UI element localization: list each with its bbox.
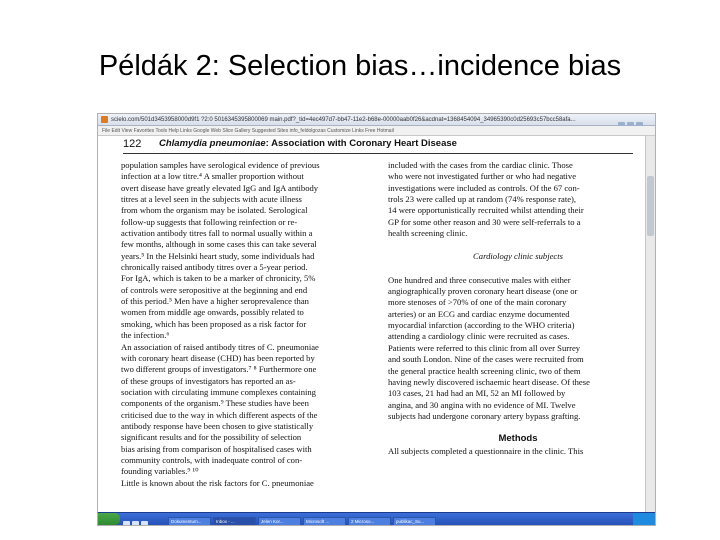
page-number: 122	[123, 138, 142, 150]
text-line: the general practice health screening clinic, two of them	[388, 365, 581, 376]
text-line: infection at a low titre.⁴ A smaller proportion without	[121, 171, 304, 182]
text-line: For IgA, which is taken to be a marker of chronicity, 5%	[121, 273, 316, 284]
text-line: having newly discovered ischaemic heart disease. Of these	[388, 376, 590, 387]
text-line: angina, and 30 angina with no evidence of MI. Twelve	[388, 399, 576, 410]
text-line: two different groups of investigators.⁷ ⁸ Furthermore one	[121, 364, 317, 375]
text-line: population samples have serological evidence of previous	[121, 160, 320, 170]
text-line: arteries) or an ECG and cardiac enzyme documented	[388, 308, 570, 319]
taskbar	[98, 512, 655, 525]
text-line: 14 were opportunistically recruited whilst attending their	[388, 205, 584, 216]
header-rule	[123, 153, 633, 154]
running-head-title: : Association with Coronary Heart Disease	[265, 138, 457, 149]
links-toolbar	[98, 126, 655, 136]
text-line: the infection.⁶	[121, 330, 170, 341]
text-line: follow-up suggests that following reinfection or re-	[121, 216, 298, 227]
taskbar-button[interactable]: publikac_Su...	[393, 517, 436, 526]
text-line: GP for some other reason and 30 were self-referrals to a	[388, 216, 581, 227]
media-icon[interactable]	[141, 521, 148, 526]
text-line: One hundred and three consecutive males with either	[388, 274, 571, 285]
text-line: health screening clinic.	[388, 228, 468, 239]
text-line: who were not investigated further or who had negative	[388, 171, 577, 182]
text-line: trols 23 were called up at random (74% response rate),	[388, 194, 577, 205]
taskbar-button[interactable]: 2 Microso...	[348, 517, 391, 526]
text-line: investigations were included as controls. Of the 67 con-	[388, 182, 580, 193]
right-column-bottom	[388, 275, 648, 422]
address-bar[interactable]	[98, 114, 655, 126]
text-line: bias arising from comparison of hospitalised cases with	[121, 443, 312, 454]
text-line: from whom the organism may be isolated. Serological	[121, 205, 308, 216]
text-line: myocardial infarction (according to the WHO criteria)	[388, 320, 575, 331]
text-line: significant results and for the possibility of selection	[121, 432, 302, 443]
methods-heading: Methods	[498, 433, 538, 445]
text-line: Patients were referred to this clinic from all over Surrey	[388, 342, 581, 353]
slide-title: Példák 2: Selection bias…incidence bias	[98, 50, 622, 82]
text-line: few months, although in some cases this can take several	[121, 239, 317, 250]
text-line: more stenoses of >70% of one of the main coronary	[388, 297, 567, 308]
taskbar-button[interactable]: Dokumentum...	[168, 517, 211, 526]
taskbar-button[interactable]: Inbox - ...	[213, 517, 256, 526]
text-line: All subjects completed a questionnaire in the clinic. This	[388, 446, 584, 457]
taskbar-button[interactable]: Microsoft ...	[303, 517, 346, 526]
text-line: antibody response have been chosen to give statistically	[121, 420, 314, 431]
text-line: attending a cardiology clinic were recruited as cases.	[388, 331, 570, 342]
right-column-top	[388, 160, 648, 239]
vertical-scrollbar[interactable]	[645, 136, 655, 514]
text-line: overt disease have greatly elevated IgG and IgA antibody	[121, 182, 319, 193]
spacer	[388, 239, 648, 251]
ie-icon[interactable]	[123, 521, 130, 526]
text-line: activation antibody titres fall to normal usually within a	[121, 228, 313, 239]
text-line: and south London. Nine of the cases were recruited from	[388, 354, 584, 365]
text-line: chronically raised antibody titres over a 5-year period.	[121, 262, 308, 273]
text-line: An association of raised antibody titres of C. pneumoniae	[121, 341, 319, 352]
window-buttons	[616, 116, 652, 123]
desktop-icon[interactable]	[132, 521, 139, 526]
left-column	[121, 160, 381, 489]
scrollbar-thumb[interactable]	[647, 176, 654, 236]
running-head-species: Chlamydia pneumoniae	[159, 138, 266, 149]
text-line: Little is known about the risk factors for C. pneumoniae	[121, 477, 314, 488]
text-line: criticised due to the way in which different aspects of the	[121, 409, 318, 420]
taskbar-button[interactable]: Jelen Kor...	[258, 517, 301, 526]
text-line: of this period.⁵ Men have a higher seroprevalence than	[121, 296, 309, 307]
pdf-page	[116, 136, 656, 514]
text-line: of controls were seropositive at the beginning and end	[121, 284, 308, 295]
spacer	[388, 263, 648, 275]
running-head	[159, 138, 457, 149]
text-line: community controls, with inadequate control of con-	[121, 454, 303, 465]
text-line: titres at a level seen in the subjects with acute illness	[121, 194, 302, 205]
address-url[interactable]: scielo.com/501d3453958000d9f1 ?2:0 5016345395800069 main.pdf?_tid=4ec497d7-bb47-11e2-b68e-00000aab0f26&acdnat=1368454094_34965390c0d25693c57bcc58afa...	[111, 117, 576, 123]
page-icon	[101, 116, 108, 123]
text-line: subjects had undergone coronary artery bypass grafting.	[388, 410, 581, 421]
text-line: included with the cases from the cardiac clinic. Those	[388, 160, 573, 170]
right-column	[388, 160, 648, 458]
quick-launch	[123, 515, 150, 526]
text-line: 103 cases, 21 had had an MI, 52 an MI followed by	[388, 388, 566, 399]
text-line: components of the organism.⁹ These studies have been	[121, 398, 309, 409]
system-tray	[633, 513, 655, 525]
text-line: smoking, which has been proposed as a risk factor for	[121, 318, 307, 329]
subheading: Cardiology clinic subjects	[473, 251, 563, 262]
start-button[interactable]	[98, 513, 120, 525]
text-line: founding variables.⁹ ¹⁰	[121, 466, 199, 477]
text-line: sociation with circulating immune complexes containing	[121, 386, 316, 397]
text-line: years.⁵ In the Helsinki heart study, some individuals had	[121, 250, 315, 261]
text-line: of these groups of investigators has reported an as-	[121, 375, 296, 386]
task-list	[168, 514, 438, 524]
links-toolbar-text[interactable]: File Edit View Favorites Tools Help Links Google Web Slice Gallery Suggested Sites info_feldolgozas Customize Links Free Hotmail	[102, 128, 394, 134]
text-line: women from middle age onwards, possibly related to	[121, 307, 304, 318]
browser-screenshot	[97, 113, 656, 526]
text-line: with coronary heart disease (CHD) has been reported by	[121, 352, 315, 363]
text-line: angiographically proven coronary heart disease (one or	[388, 286, 578, 297]
